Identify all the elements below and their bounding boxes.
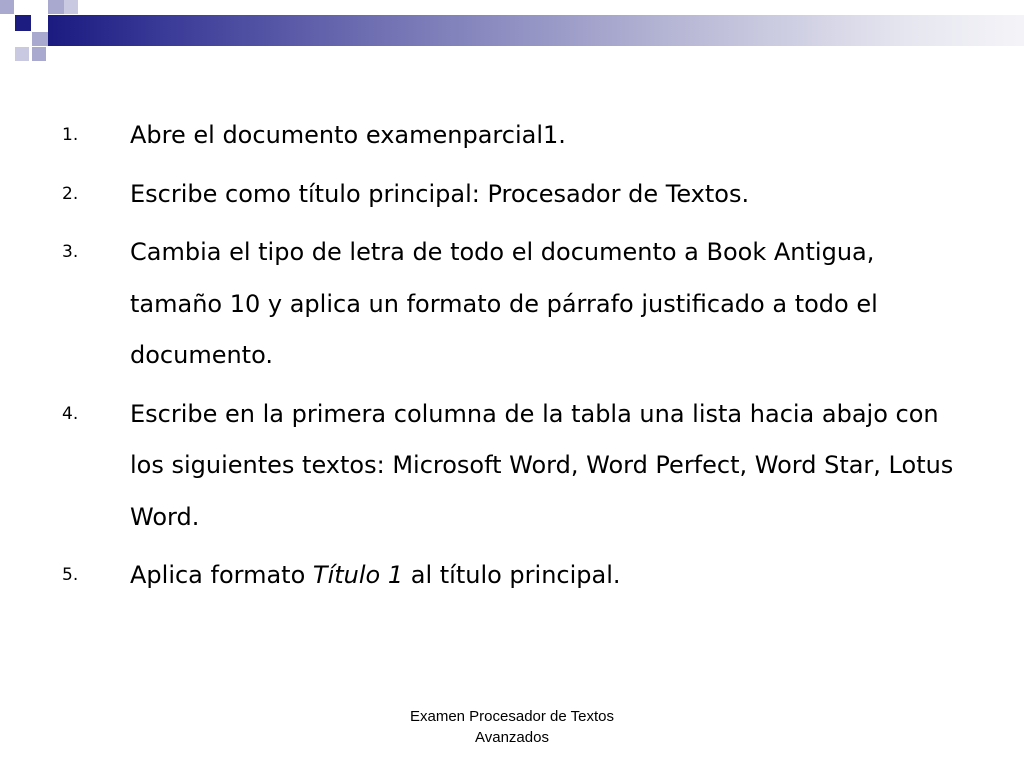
decor-square — [0, 0, 14, 14]
decor-square — [64, 0, 78, 14]
list-item-text — [130, 550, 960, 602]
list-item — [0, 110, 1024, 162]
decor-square — [32, 32, 48, 46]
list-item-text: Abre el documento examenparcial1. — [130, 121, 566, 149]
slide-footer — [362, 706, 662, 748]
decor-square — [15, 47, 29, 61]
list-item — [0, 169, 1024, 221]
list-item-number: 3. — [62, 242, 79, 262]
list-item-number: 4. — [62, 403, 79, 424]
decor-square — [15, 15, 31, 31]
list-item — [0, 389, 1024, 544]
list-item-text-emphasis: Título 1 — [312, 561, 404, 589]
header-gradient-bar — [48, 15, 1024, 46]
footer-line-1: Examen Procesador de Textos — [409, 708, 614, 725]
list-item-number: 2. — [62, 183, 79, 204]
list-item-text: Cambia el tipo de letra de todo el documento a Book Antigua, tamaño 10 y aplica un formato de párrafo justificado a todo el documento. — [130, 238, 878, 369]
list-item-text: Escribe como título principal: Procesador de Textos. — [130, 179, 750, 208]
list-item-text-before: Aplica formato — [130, 561, 313, 589]
footer-line-2: Avanzados — [475, 729, 549, 746]
list-item — [0, 550, 1024, 602]
list-item-number: 5. — [62, 565, 79, 585]
instruction-list — [0, 110, 1024, 609]
list-item-text-after: al título principal. — [403, 561, 621, 589]
decor-square — [48, 0, 64, 14]
list-item-number: 1. — [62, 125, 79, 145]
list-item-text: Escribe en la primera columna de la tabla una lista hacia abajo con los siguientes textos: Microsoft Word, Word Perfect, Word Star, Lotus Word. — [130, 399, 954, 531]
list-item — [0, 227, 1024, 382]
decor-square — [32, 47, 46, 61]
